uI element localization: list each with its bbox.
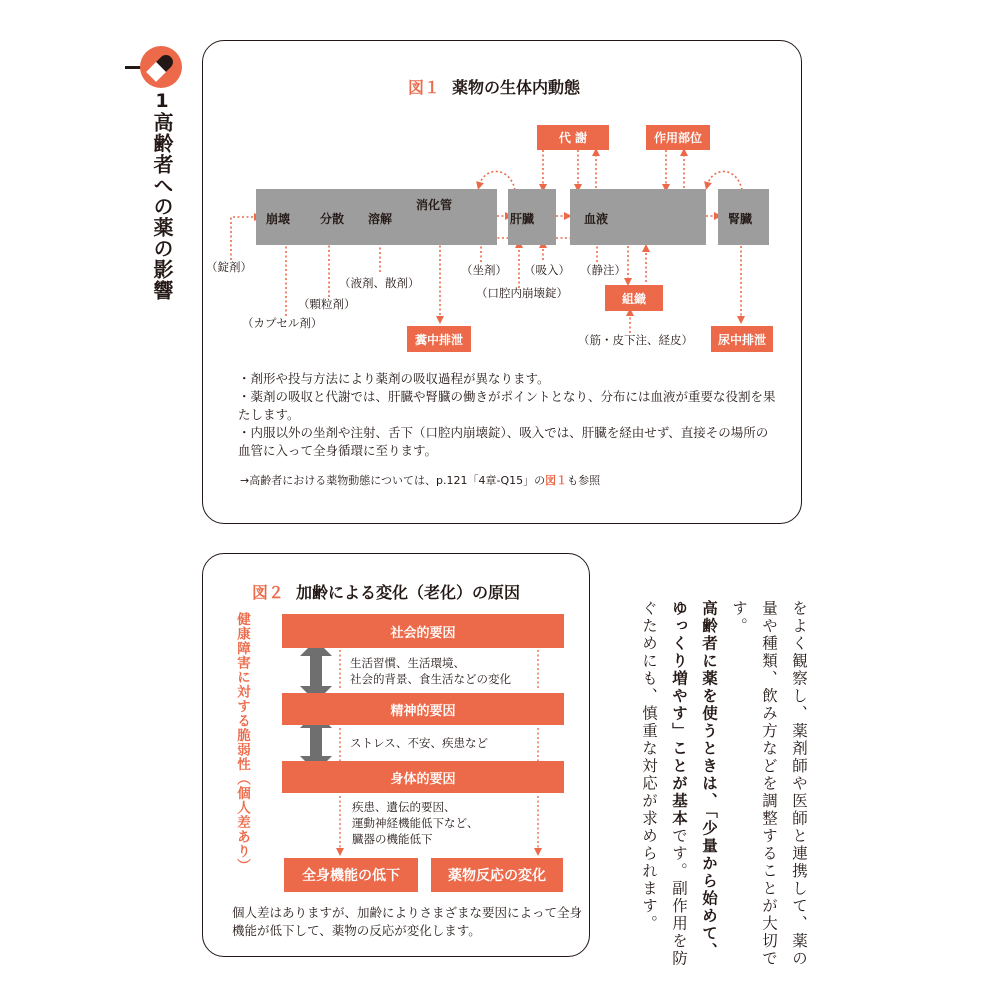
mental-factor-desc: ストレス、不安、疾患など <box>350 736 488 750</box>
label-liquid: （液剤、散剤） <box>339 276 420 290</box>
figure1-title-text: 薬物の生体内動態 <box>452 78 581 97</box>
fig1-bullet: ・内服以外の坐剤や注射、舌下（口腔内崩壊錠）、吸入では、肝臓を経由せず、直接その場所の血管に入って全身循環に至ります。 <box>238 425 769 458</box>
gi-tract-label: 消化管 <box>416 198 453 212</box>
step-dispersion: 分散 <box>320 212 345 226</box>
chapter-number: 1 <box>155 90 169 112</box>
social-factor-desc: 社会的背景、食生活などの変化 <box>350 672 511 686</box>
blood-label: 血液 <box>584 212 609 226</box>
fecal-excretion-box: 糞中排泄 <box>407 326 471 352</box>
tissue-box: 組織 <box>605 285 663 311</box>
physical-factor-desc: 疾患、遺伝的要因、 <box>352 800 456 814</box>
label-inhalation: （吸入） <box>524 263 570 277</box>
figure2-title-text: 加齢による変化（老化）の原因 <box>296 583 521 602</box>
label-suppository: （坐剤） <box>461 263 507 277</box>
note-suffix: も参照 <box>567 474 601 487</box>
vulnerability-side-label: 健康障害に対する脆弱性（個人差あり） <box>234 612 250 873</box>
label-intravenous: （静注） <box>580 263 626 277</box>
label-orally-disintegrating: （口腔内崩壊錠） <box>476 286 568 300</box>
body-paragraph-2-post: です。副作用を防ぐためにも、慎重な対応が求められます。 <box>640 600 688 968</box>
figure2-number: 図２ <box>252 583 285 602</box>
physical-factor-bar: 身体的要因 <box>282 761 564 793</box>
social-factor-bar: 社会的要因 <box>282 614 564 648</box>
mental-factor-bar: 精神的要因 <box>282 693 564 725</box>
figure2-caption: 個人差はありますが、加齢によりさまざまな要因によって全身機能が低下して、薬物の反応が変化します。 <box>232 905 583 938</box>
step-disintegration: 崩壊 <box>266 212 291 226</box>
kidney-label: 腎臓 <box>728 212 753 226</box>
physical-factor-desc: 臓器の機能低下 <box>352 832 433 846</box>
metabolism-box: 代 謝 <box>537 125 609 150</box>
social-factor-desc: 生活習慣、生活環境、 <box>350 656 465 670</box>
label-granule: （顆粒剤） <box>298 297 356 311</box>
label-capsule: （カプセル剤） <box>242 316 323 330</box>
figure1-number: 図１ <box>408 78 441 97</box>
label-tablet: （錠剤） <box>206 260 252 274</box>
body-text <box>634 600 814 970</box>
urinary-excretion-box: 尿中排泄 <box>711 326 773 352</box>
step-dissolution: 溶解 <box>368 212 393 226</box>
fig1-bullet: ・剤形や投与方法により薬剤の吸収過程が異なります。 <box>238 371 550 386</box>
label-sc-transdermal: （筋・皮下注、経皮） <box>578 333 693 347</box>
chapter-title: 高齢者への薬の影響 <box>150 112 174 301</box>
fig1-bullet: ・薬剤の吸収と代謝では、肝臓や腎臓の働きがポイントとなり、分布には血液が重要な役割を果たします。 <box>238 389 776 422</box>
site-of-action-box: 作用部位 <box>646 125 710 150</box>
result-drug-response-change: 薬物反応の変化 <box>431 858 563 892</box>
body-paragraph-1: をよく観察し、薬剤師や医師と連携して、薬の量や種類、飲み方などを調整することが大切です。 <box>730 600 808 968</box>
body-emphasis: 高齢者に薬を使うときは、「少量から始めて、ゆっくり増やす」ことが基本 <box>670 600 718 960</box>
liver-label: 肝臓 <box>510 212 535 226</box>
note-figure-ref: 図１ <box>545 474 568 487</box>
result-systemic-decline: 全身機能の低下 <box>284 858 418 892</box>
note-prefix: →高齢者における薬物動態については、p.121「4章-Q15」の <box>240 474 546 487</box>
physical-factor-desc: 運動神経機能低下など、 <box>352 816 479 830</box>
